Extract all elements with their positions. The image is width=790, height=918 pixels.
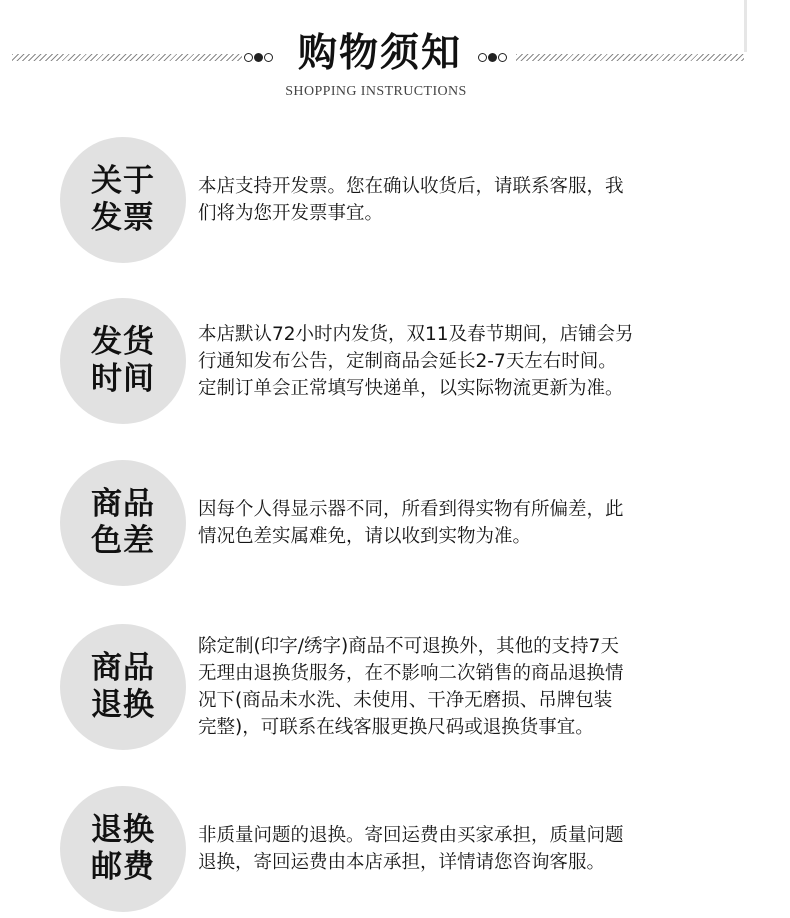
badge-line: 退换 [91, 812, 155, 848]
text-line: 本店支持开发票。您在确认收货后，请联系客服，我 [198, 176, 624, 197]
text-line: 本店默认72小时内发货，双11及春节期间，店铺会另 [198, 323, 634, 345]
section-text [198, 624, 708, 750]
badge-line: 色差 [91, 523, 155, 559]
text-line: 行通知发布公告，定制商品会延长2-7天左右时间。 [198, 350, 617, 372]
text-line: 况下(商品未水洗、未使用、干净无磨损、吊牌包装 [198, 690, 613, 711]
text-line: 除定制(印字/绣字)商品不可退换外，其他的支持7天 [198, 636, 619, 657]
text-line: 无理由退换货服务，在不影响二次销售的商品退换情 [198, 663, 624, 684]
section-shipping-time [0, 298, 790, 424]
section-return-shipping [0, 786, 790, 912]
section-returns [0, 624, 790, 750]
text-line: 非质量问题的退换。寄回运费由买家承担，质量问题 [198, 825, 624, 846]
section-text [198, 786, 708, 912]
text-line: 情况色差实属难免，请以收到实物为准。 [198, 526, 532, 547]
section-text [198, 298, 708, 424]
section-badge [60, 624, 186, 750]
section-badge [60, 460, 186, 586]
section-color-difference [0, 460, 790, 586]
page-subtitle: SHOPPING INSTRUCTIONS [285, 84, 467, 99]
badge-line: 发票 [91, 200, 155, 236]
section-text [198, 137, 708, 263]
text-line: 们将为您开发票事宜。 [198, 203, 384, 224]
badge-line: 发货 [91, 324, 155, 360]
page-title: 购物须知 [297, 31, 462, 76]
badge-line: 商品 [91, 486, 155, 522]
text-line: 定制订单会正常填写快递单，以实际物流更新为准。 [198, 377, 624, 399]
section-text [198, 460, 708, 586]
badge-line: 退换 [91, 687, 155, 723]
badge-line: 商品 [91, 650, 155, 686]
text-line: 完整)，可联系在线客服更换尺码或退换货事宜。 [198, 717, 594, 738]
text-line: 退换，寄回运费由本店承担，详情请您咨询客服。 [198, 852, 606, 873]
section-badge [60, 137, 186, 263]
text-line: 因每个人得显示器不同，所看到得实物有所偏差，此 [198, 499, 624, 520]
badge-line: 关于 [91, 163, 155, 199]
badge-line: 时间 [91, 361, 155, 397]
section-badge [60, 786, 186, 912]
section-invoice [0, 137, 790, 263]
badge-line: 邮费 [91, 849, 155, 885]
section-badge [60, 298, 186, 424]
